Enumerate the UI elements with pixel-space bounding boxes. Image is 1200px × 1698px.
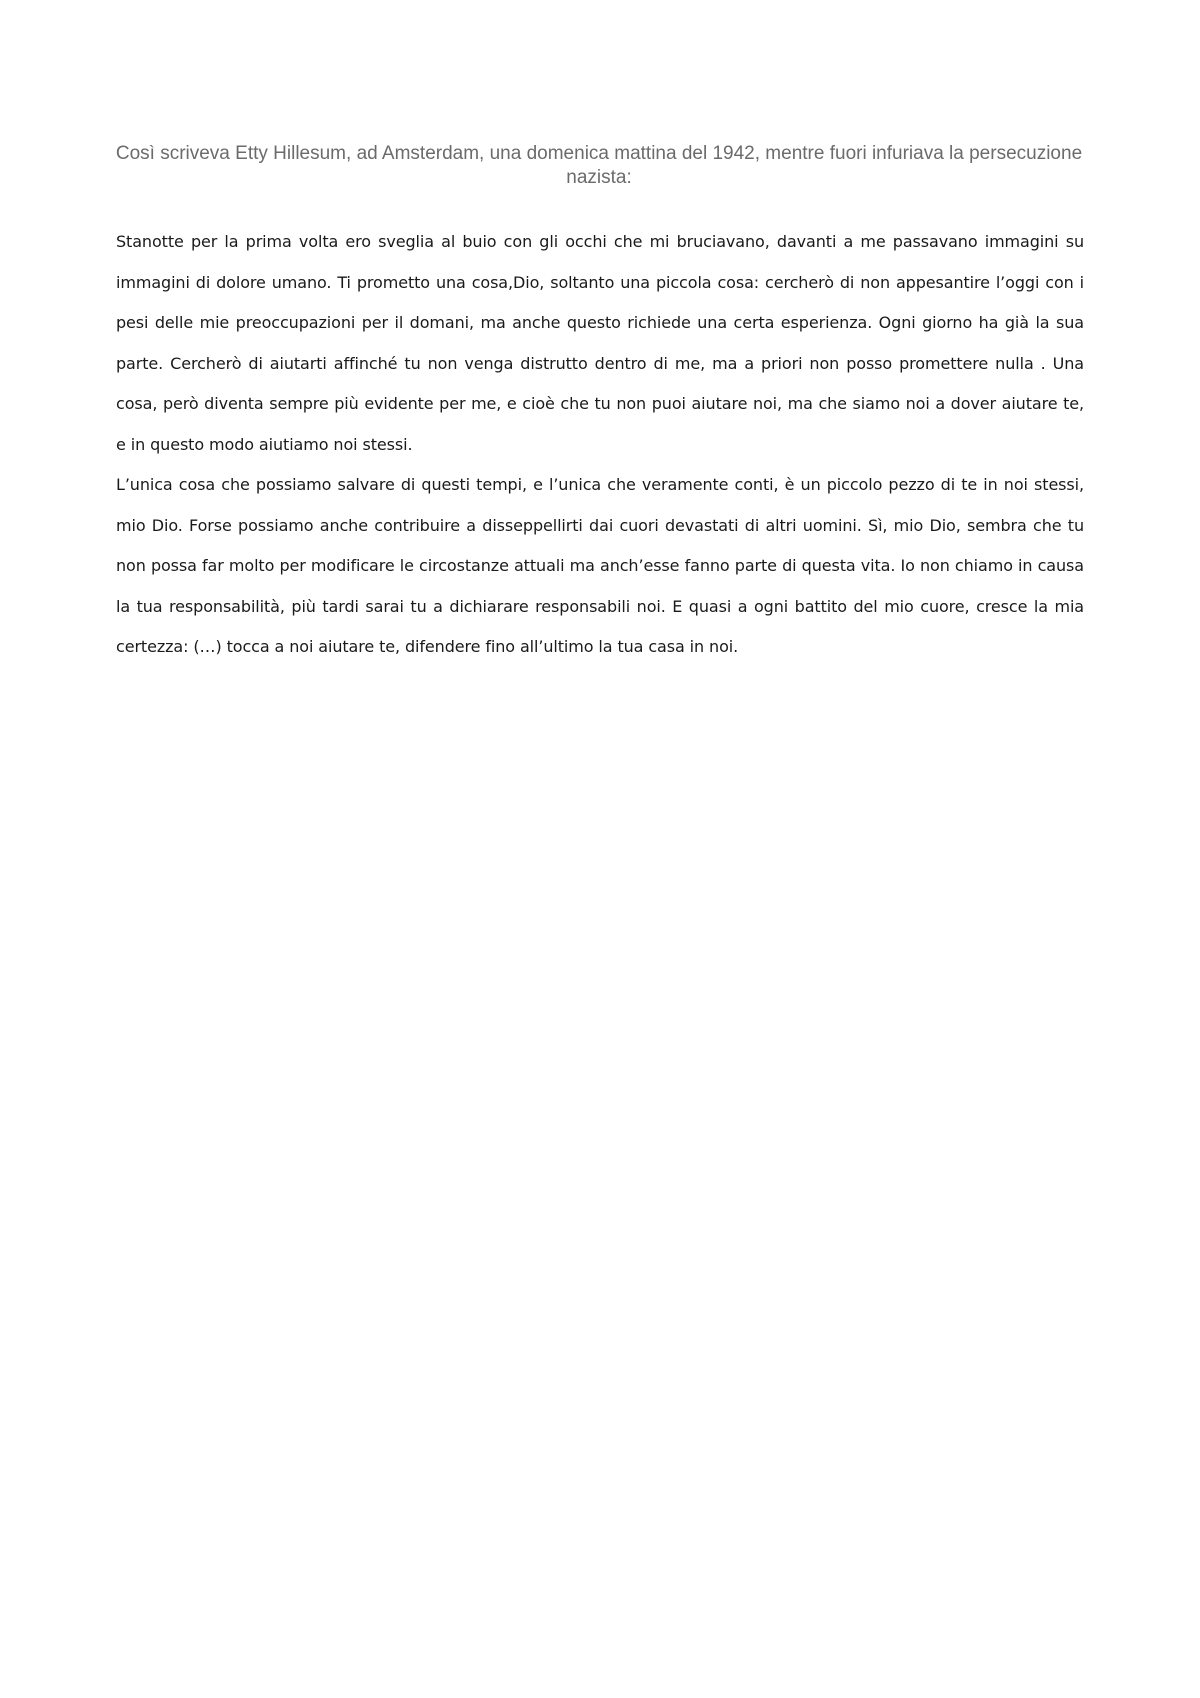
intro-text: Così scriveva Etty Hillesum, ad Amsterdam, una domenica mattina del 1942, mentre fuori infuriava la persecuzione nazista: [115,143,1083,188]
paragraph-1: Stanotte per la prima volta ero sveglia al buio con gli occhi che mi bruciavano, davanti a me passavano immagini su immagini di dolore umano. Ti prometto una cosa,Dio, soltanto una piccola cosa: cercherò di non appesantire l’oggi con i pesi delle mie preoccupazioni per il domani, ma anche questo richiede una certa esperienza. Ogni giorno ha già la sua parte. Cercherò di aiutarti affinché tu non venga distrutto dentro di me, ma a priori non posso promettere nulla . Una cosa, però diventa sempre più evidente per me, e cioè che tu non puoi aiutare noi, ma che siamo noi a dover aiutare te, e in questo modo aiutiamo noi stessi. [116,232,1084,454]
paragraph-2: L’unica cosa che possiamo salvare di questi tempi, e l’unica che veramente conti, è un piccolo pezzo di te in noi stessi, mio Dio. Forse possiamo anche contribuire a disseppellirti dai cuori devastati di altri uomini. Sì, mio Dio, sembra che tu non possa far molto per modificare le circostanze attuali ma anch’esse fanno parte di questa vita. Io non chiamo in causa la tua responsabilità, più tardi sarai tu a dichiarare responsabili noi. E quasi a ogni battito del mio cuore, cresce la mia certezza: (…) tocca a noi aiutare te, difendere fino all’ultimo la tua casa in noi. [116,475,1084,656]
quote-body [116,222,1084,668]
